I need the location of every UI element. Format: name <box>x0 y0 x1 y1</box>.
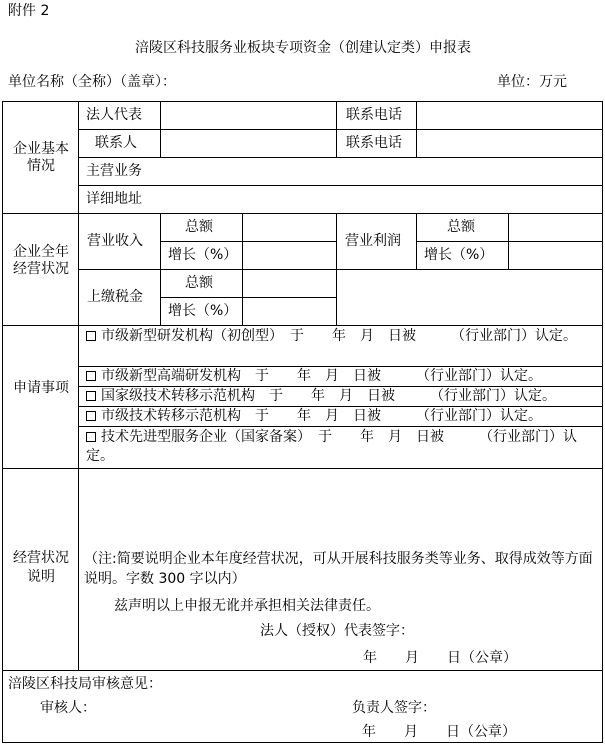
section-basic-info: 企业基本情况 <box>13 141 69 174</box>
phone-field-2[interactable] <box>418 130 601 156</box>
attachment-label: 附件 2 <box>8 3 50 19</box>
profit-total-label: 总额 <box>447 219 475 235</box>
section-application: 申请事项 <box>13 380 69 396</box>
address-field[interactable] <box>162 186 601 212</box>
review-date-seal: 年 月 日（公章） <box>362 724 516 740</box>
profit-growth-field[interactable] <box>510 242 601 268</box>
address-label: 详细地址 <box>86 191 142 207</box>
phone-label-1: 联系电话 <box>346 107 402 123</box>
unit-label: 单位：万元 <box>497 74 567 90</box>
apply-item-4[interactable]: 市级技术转移示范机构 于 年 月 日被 （行业部门）认定。 <box>86 408 598 424</box>
profit-label: 营业利润 <box>345 233 401 249</box>
contact-label: 联系人 <box>95 135 137 151</box>
checkbox-icon[interactable] <box>86 432 96 442</box>
tax-growth-label: 增长（%） <box>168 303 238 319</box>
section-annual-ops: 企业全年经营状况 <box>13 244 69 277</box>
profit-total-field[interactable] <box>510 214 601 240</box>
legal-date-seal: 年 月 日（公章） <box>363 650 517 666</box>
tax-total-label: 总额 <box>185 275 213 291</box>
apply-item-5[interactable]: 技术先进型服务企业（国家备案） 于 年 月 日被 （行业部门）认定。 <box>86 429 577 464</box>
phone-field-1[interactable] <box>418 102 601 128</box>
apply-item-2[interactable]: 市级新型高端研发机构 于 年 月 日被 （行业部门）认定。 <box>86 368 598 384</box>
legal-signature-label: 法人（授权）代表签字： <box>260 623 414 639</box>
apply-item-3[interactable]: 国家级技术转移示范机构 于 年 月 日被 （行业部门）认定。 <box>86 388 598 404</box>
revenue-growth-label: 增长（%） <box>168 247 238 263</box>
tax-total-field[interactable] <box>244 270 335 296</box>
revenue-total-label: 总额 <box>185 219 213 235</box>
profit-growth-label: 增长（%） <box>424 247 494 263</box>
reviewer-label: 审核人： <box>40 700 96 716</box>
tax-label: 上缴税金 <box>87 289 143 305</box>
checkbox-icon[interactable] <box>86 391 96 401</box>
review-opinion-label: 涪陵区科技局审核意见： <box>8 676 162 692</box>
main-business-field[interactable] <box>162 158 601 184</box>
legal-rep-field[interactable] <box>162 102 335 128</box>
main-business-label: 主营业务 <box>86 163 142 179</box>
revenue-label: 营业收入 <box>87 233 143 249</box>
business-note: （注:简要说明企业本年度经营状况，可从开展科技服务类等业务、取得成效等方面说明。字数 300 字以内） <box>84 551 593 587</box>
legal-rep-label: 法人代表 <box>86 107 142 123</box>
revenue-total-field[interactable] <box>244 214 335 240</box>
contact-field[interactable] <box>162 130 335 156</box>
checkbox-icon[interactable] <box>86 331 96 341</box>
form-title: 涪陵区科技服务业板块专项资金（创建认定类）申报表 <box>135 40 471 56</box>
revenue-growth-field[interactable] <box>244 242 335 268</box>
checkbox-icon[interactable] <box>86 371 96 381</box>
declaration: 兹声明以上申报无讹并承担相关法律责任。 <box>114 598 380 614</box>
unit-name-label: 单位名称（全称）（盖章）： <box>8 74 176 90</box>
tax-growth-field[interactable] <box>244 298 335 324</box>
phone-label-2: 联系电话 <box>346 135 402 151</box>
responsible-signature-label: 负责人签字： <box>352 700 436 716</box>
section-business-explanation: 经营状况说明 <box>13 550 69 585</box>
checkbox-icon[interactable] <box>86 411 96 421</box>
apply-item-1[interactable]: 市级新型研发机构（初创型） 于 年 月 日被 （行业部门）认定。 <box>86 327 598 345</box>
